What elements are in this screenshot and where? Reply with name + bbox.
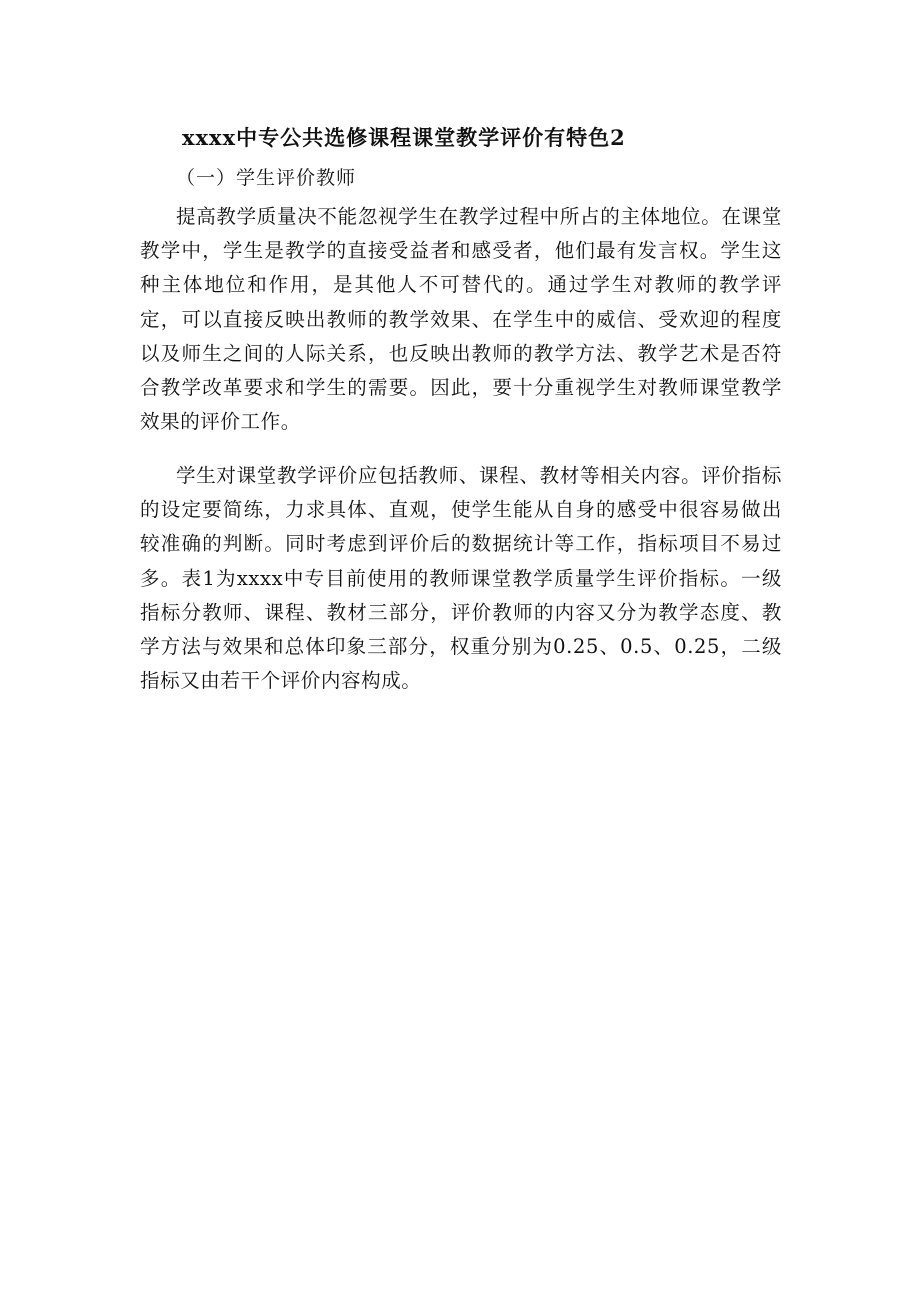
section-heading: （一）学生评价教师 (176, 167, 357, 189)
paragraph-2: 学生对课堂教学评价应包括教师、课程、教材等相关内容。评价指标的设定要简练，力求具体、直观，使学生能从自身的感受中很容易做出较准确的判断。同时考虑到评价后的数据统计等工作，指标项目不易过多。表1为xxxx中专目前使用的教师课堂教学质量学生评价指标。一级指标分教师、课程、教材三部分，评价教师的内容又分为教学态度、教学方法与效果和总体印象三部分，权重分别为0.25、0.5、0.25，二级指标又由若干个评价内容构成。 (140, 464, 782, 693)
document-title: xxxx中专公共选修课程课堂教学评价有特色2 (182, 125, 626, 150)
paragraph-1: 提高教学质量决不能忽视学生在教学过程中所占的主体地位。在课堂教学中，学生是教学的直接受益者和感受者，他们最有发言权。学生这种主体地位和作用，是其他人不可替代的。通过学生对教师的教学评定，可以直接反映出教师的教学效果、在学生中的威信、受欢迎的程度以及师生之间的人际关系，也反映出教师的教学方法、教学艺术是否符合教学改革要求和学生的需要。因此，要十分重视学生对教师课堂教学效果的评价工作。 (140, 205, 782, 434)
